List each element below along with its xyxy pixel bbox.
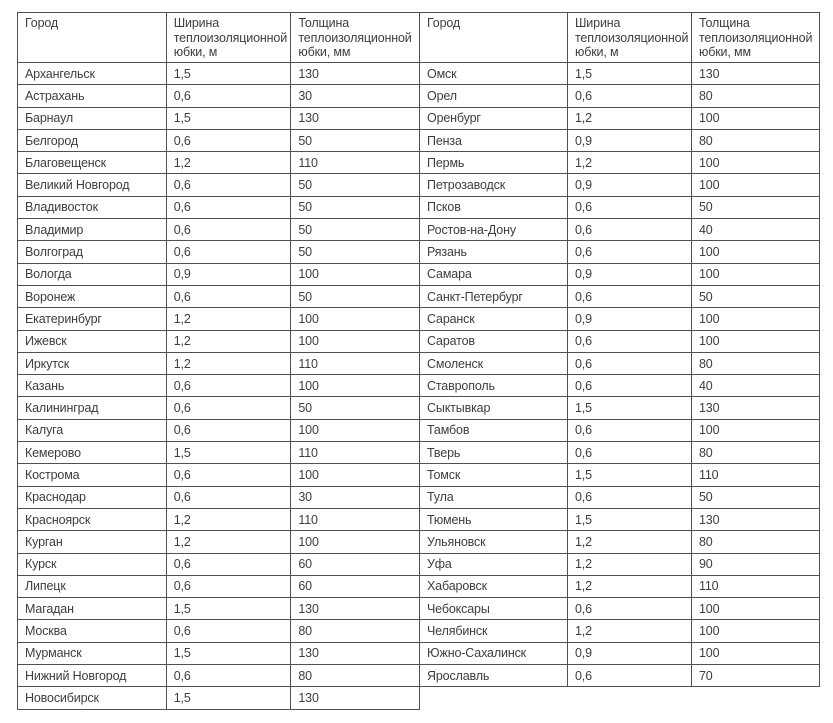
- width-cell: 1,2: [166, 531, 291, 553]
- city-cell: Кострома: [18, 464, 167, 486]
- table-row: [18, 85, 420, 107]
- table-row: [18, 263, 420, 285]
- table-row: [420, 531, 820, 553]
- city-cell: Хабаровск: [420, 575, 568, 597]
- width-cell: 1,2: [568, 553, 692, 575]
- city-cell: Липецк: [18, 575, 167, 597]
- table-row: [420, 375, 820, 397]
- width-cell: 0,9: [568, 129, 692, 151]
- width-cell: 0,6: [568, 486, 692, 508]
- thickness-cell: 80: [692, 129, 820, 151]
- city-cell: Иркутск: [18, 352, 167, 374]
- width-cell: 1,5: [166, 687, 291, 709]
- insulation-table-left: [17, 12, 420, 710]
- width-cell: 1,5: [568, 63, 692, 85]
- city-cell: Барнаул: [18, 107, 167, 129]
- width-cell: 0,6: [166, 464, 291, 486]
- city-cell: Владивосток: [18, 196, 167, 218]
- width-cell: 0,6: [166, 486, 291, 508]
- table-row: [420, 285, 820, 307]
- thickness-cell: 80: [692, 85, 820, 107]
- width-cell: 1,2: [568, 107, 692, 129]
- column-header-width: Ширина теплоизоляционной юбки, м: [568, 13, 692, 63]
- city-cell: Тверь: [420, 442, 568, 464]
- table-row: [420, 352, 820, 374]
- table-row: [420, 330, 820, 352]
- width-cell: 0,6: [568, 285, 692, 307]
- city-cell: Псков: [420, 196, 568, 218]
- city-cell: Саратов: [420, 330, 568, 352]
- thickness-cell: 130: [692, 63, 820, 85]
- width-cell: 1,5: [166, 642, 291, 664]
- table-row: [18, 129, 420, 151]
- city-cell: Санкт-Петербург: [420, 285, 568, 307]
- width-cell: 0,6: [166, 285, 291, 307]
- thickness-cell: 110: [692, 575, 820, 597]
- thickness-cell: 100: [692, 330, 820, 352]
- width-cell: 0,6: [568, 375, 692, 397]
- width-cell: 0,6: [166, 129, 291, 151]
- thickness-cell: 110: [291, 152, 420, 174]
- thickness-cell: 50: [692, 486, 820, 508]
- width-cell: 0,6: [568, 665, 692, 687]
- thickness-cell: 110: [291, 442, 420, 464]
- width-cell: 0,6: [568, 330, 692, 352]
- width-cell: 0,6: [166, 397, 291, 419]
- city-cell: Астрахань: [18, 85, 167, 107]
- thickness-cell: 50: [692, 196, 820, 218]
- thickness-cell: 100: [692, 642, 820, 664]
- thickness-cell: 30: [291, 85, 420, 107]
- table-header-right: [420, 13, 820, 63]
- thickness-cell: 100: [291, 308, 420, 330]
- table-row: [18, 620, 420, 642]
- width-cell: 0,6: [166, 665, 291, 687]
- city-cell: Петрозаводск: [420, 174, 568, 196]
- width-cell: 0,9: [568, 308, 692, 330]
- table-row: [18, 196, 420, 218]
- city-cell: Пенза: [420, 129, 568, 151]
- table-row: [18, 687, 420, 709]
- table-row: [420, 263, 820, 285]
- thickness-cell: 50: [291, 397, 420, 419]
- city-cell: Томск: [420, 464, 568, 486]
- thickness-cell: 110: [692, 464, 820, 486]
- thickness-cell: 130: [291, 107, 420, 129]
- thickness-cell: 100: [291, 419, 420, 441]
- city-cell: Ставрополь: [420, 375, 568, 397]
- table-row: [420, 419, 820, 441]
- width-cell: 0,6: [166, 219, 291, 241]
- thickness-cell: 50: [291, 219, 420, 241]
- table-row: [18, 575, 420, 597]
- city-cell: Тамбов: [420, 419, 568, 441]
- table-row: [420, 508, 820, 530]
- width-cell: 1,2: [568, 575, 692, 597]
- table-row: [420, 442, 820, 464]
- city-cell: Новосибирск: [18, 687, 167, 709]
- table-row: [420, 665, 820, 687]
- thickness-cell: 130: [291, 642, 420, 664]
- width-cell: 0,9: [568, 642, 692, 664]
- thickness-cell: 100: [291, 464, 420, 486]
- column-header-city: Город: [18, 13, 167, 63]
- width-cell: 1,5: [166, 107, 291, 129]
- width-cell: 0,6: [568, 352, 692, 374]
- table-row: [18, 285, 420, 307]
- thickness-cell: 40: [692, 219, 820, 241]
- city-cell: Челябинск: [420, 620, 568, 642]
- width-cell: 0,6: [568, 219, 692, 241]
- city-cell: Кемерово: [18, 442, 167, 464]
- table-row: [420, 308, 820, 330]
- thickness-cell: 50: [291, 174, 420, 196]
- thickness-cell: 110: [291, 352, 420, 374]
- table-row: [18, 598, 420, 620]
- thickness-cell: 110: [291, 508, 420, 530]
- width-cell: 0,6: [166, 553, 291, 575]
- thickness-cell: 100: [291, 375, 420, 397]
- thickness-cell: 80: [291, 620, 420, 642]
- width-cell: 0,9: [166, 263, 291, 285]
- thickness-cell: 50: [291, 241, 420, 263]
- city-cell: Екатеринбург: [18, 308, 167, 330]
- table-row: [420, 63, 820, 85]
- thickness-cell: 100: [291, 531, 420, 553]
- city-cell: Саранск: [420, 308, 568, 330]
- width-cell: 0,6: [568, 196, 692, 218]
- table-row: [420, 642, 820, 664]
- city-cell: Красноярск: [18, 508, 167, 530]
- width-cell: 1,2: [166, 330, 291, 352]
- city-cell: Владимир: [18, 219, 167, 241]
- thickness-cell: 80: [692, 352, 820, 374]
- width-cell: 0,6: [568, 241, 692, 263]
- city-cell: Тула: [420, 486, 568, 508]
- city-cell: Самара: [420, 263, 568, 285]
- thickness-cell: 100: [692, 241, 820, 263]
- city-cell: Магадан: [18, 598, 167, 620]
- city-cell: Ульяновск: [420, 531, 568, 553]
- city-cell: Мурманск: [18, 642, 167, 664]
- city-cell: Курган: [18, 531, 167, 553]
- city-cell: Пермь: [420, 152, 568, 174]
- city-cell: Нижний Новгород: [18, 665, 167, 687]
- table-row: [18, 508, 420, 530]
- thickness-cell: 50: [291, 129, 420, 151]
- thickness-cell: 100: [692, 598, 820, 620]
- thickness-cell: 130: [692, 508, 820, 530]
- table-row: [420, 620, 820, 642]
- table-body-right: [420, 63, 820, 687]
- thickness-cell: 130: [291, 63, 420, 85]
- width-cell: 1,2: [166, 308, 291, 330]
- city-cell: Южно-Сахалинск: [420, 642, 568, 664]
- city-cell: Волгоград: [18, 241, 167, 263]
- table-row: [18, 241, 420, 263]
- city-cell: Ярославль: [420, 665, 568, 687]
- width-cell: 0,9: [568, 263, 692, 285]
- thickness-cell: 100: [291, 330, 420, 352]
- thickness-cell: 80: [291, 665, 420, 687]
- thickness-cell: 90: [692, 553, 820, 575]
- city-cell: Ростов-на-Дону: [420, 219, 568, 241]
- width-cell: 1,2: [166, 352, 291, 374]
- thickness-cell: 80: [692, 531, 820, 553]
- width-cell: 0,6: [166, 375, 291, 397]
- table-row: [420, 219, 820, 241]
- city-cell: Оренбург: [420, 107, 568, 129]
- table-row: [420, 129, 820, 151]
- width-cell: 1,5: [568, 508, 692, 530]
- thickness-cell: 80: [692, 442, 820, 464]
- thickness-cell: 100: [692, 174, 820, 196]
- table-row: [18, 486, 420, 508]
- thickness-cell: 50: [291, 196, 420, 218]
- city-cell: Ижевск: [18, 330, 167, 352]
- city-cell: Белгород: [18, 129, 167, 151]
- width-cell: 0,6: [166, 620, 291, 642]
- width-cell: 1,2: [568, 620, 692, 642]
- table-row: [18, 174, 420, 196]
- table-row: [420, 575, 820, 597]
- width-cell: 0,9: [568, 174, 692, 196]
- width-cell: 0,6: [568, 419, 692, 441]
- table-row: [18, 107, 420, 129]
- width-cell: 1,2: [568, 531, 692, 553]
- width-cell: 0,6: [568, 85, 692, 107]
- city-cell: Благовещенск: [18, 152, 167, 174]
- table-row: [18, 375, 420, 397]
- width-cell: 0,6: [166, 196, 291, 218]
- thickness-cell: 130: [291, 598, 420, 620]
- thickness-cell: 100: [692, 620, 820, 642]
- width-cell: 0,6: [166, 419, 291, 441]
- width-cell: 1,5: [568, 464, 692, 486]
- thickness-cell: 50: [692, 285, 820, 307]
- city-cell: Сыктывкар: [420, 397, 568, 419]
- thickness-cell: 50: [291, 285, 420, 307]
- table-row: [420, 85, 820, 107]
- city-cell: Рязань: [420, 241, 568, 263]
- table-row: [420, 397, 820, 419]
- city-cell: Вологда: [18, 263, 167, 285]
- table-row: [420, 174, 820, 196]
- width-cell: 0,6: [568, 442, 692, 464]
- width-cell: 1,2: [166, 152, 291, 174]
- table-row: [420, 196, 820, 218]
- column-header-width: Ширина теплоизоляционной юбки, м: [166, 13, 291, 63]
- city-cell: Краснодар: [18, 486, 167, 508]
- thickness-cell: 60: [291, 575, 420, 597]
- city-cell: Уфа: [420, 553, 568, 575]
- thickness-cell: 100: [692, 308, 820, 330]
- width-cell: 0,6: [568, 598, 692, 620]
- thickness-cell: 130: [291, 687, 420, 709]
- column-header-city: Город: [420, 13, 568, 63]
- table-row: [18, 397, 420, 419]
- city-cell: Воронеж: [18, 285, 167, 307]
- table-row: [18, 63, 420, 85]
- table-row: [18, 330, 420, 352]
- city-cell: Архангельск: [18, 63, 167, 85]
- thickness-cell: 100: [692, 263, 820, 285]
- table-row: [420, 464, 820, 486]
- table-row: [420, 107, 820, 129]
- table-row: [18, 219, 420, 241]
- city-cell: Чебоксары: [420, 598, 568, 620]
- table-row: [18, 152, 420, 174]
- insulation-table-right: [419, 12, 820, 687]
- table-body-left: [18, 63, 420, 710]
- thickness-cell: 130: [692, 397, 820, 419]
- width-cell: 1,5: [166, 598, 291, 620]
- city-cell: Омск: [420, 63, 568, 85]
- width-cell: 0,6: [166, 85, 291, 107]
- thickness-cell: 100: [692, 152, 820, 174]
- table-row: [420, 152, 820, 174]
- thickness-cell: 40: [692, 375, 820, 397]
- width-cell: 0,6: [166, 174, 291, 196]
- table-row: [18, 442, 420, 464]
- city-cell: Великий Новгород: [18, 174, 167, 196]
- width-cell: 0,6: [166, 241, 291, 263]
- width-cell: 0,6: [166, 575, 291, 597]
- city-cell: Смоленск: [420, 352, 568, 374]
- city-cell: Казань: [18, 375, 167, 397]
- city-cell: Курск: [18, 553, 167, 575]
- table-row: [18, 352, 420, 374]
- table-row: [18, 464, 420, 486]
- width-cell: 1,5: [166, 442, 291, 464]
- thickness-cell: 60: [291, 553, 420, 575]
- table-row: [420, 553, 820, 575]
- table-row: [18, 553, 420, 575]
- table-row: [18, 308, 420, 330]
- city-cell: Москва: [18, 620, 167, 642]
- city-cell: Калуга: [18, 419, 167, 441]
- thickness-cell: 30: [291, 486, 420, 508]
- width-cell: 1,2: [568, 152, 692, 174]
- thickness-cell: 70: [692, 665, 820, 687]
- width-cell: 1,2: [166, 508, 291, 530]
- header-row: [420, 13, 820, 63]
- table-header-left: [18, 13, 420, 63]
- header-row: [18, 13, 420, 63]
- table-row: [18, 665, 420, 687]
- city-cell: Орел: [420, 85, 568, 107]
- city-cell: Калининград: [18, 397, 167, 419]
- width-cell: 1,5: [568, 397, 692, 419]
- table-row: [420, 486, 820, 508]
- table-row: [420, 598, 820, 620]
- thickness-cell: 100: [692, 419, 820, 441]
- thickness-cell: 100: [291, 263, 420, 285]
- table-row: [18, 531, 420, 553]
- table-row: [420, 241, 820, 263]
- column-header-thickness: Толщина теплоизоляционной юбки, мм: [291, 13, 420, 63]
- column-header-thickness: Толщина теплоизоляционной юбки, мм: [692, 13, 820, 63]
- table-row: [18, 642, 420, 664]
- city-cell: Тюмень: [420, 508, 568, 530]
- width-cell: 1,5: [166, 63, 291, 85]
- insulation-skirt-tables: [17, 12, 833, 710]
- thickness-cell: 100: [692, 107, 820, 129]
- table-row: [18, 419, 420, 441]
